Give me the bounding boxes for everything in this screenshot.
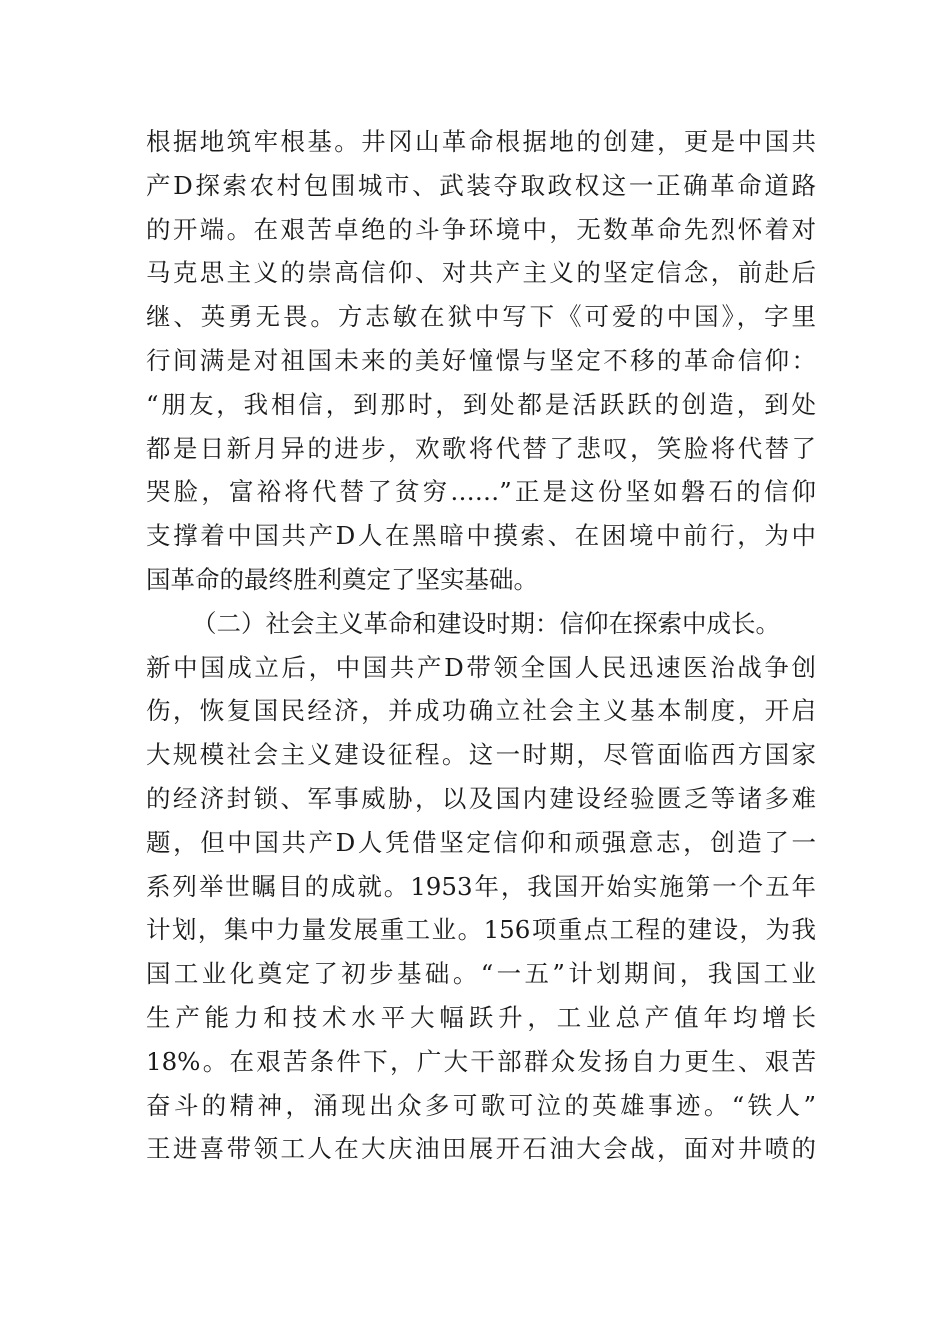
text-line: 国工业化奠定了初步基础。“一五”计划期间，我国工业 xyxy=(146,959,816,989)
text-line: 都是日新月异的进步，欢歌将代替了悲叹，笑脸将代替了 xyxy=(146,433,816,463)
text-line: 继、英勇无畏。方志敏在狱中写下《可爱的中国》，字里 xyxy=(146,302,816,332)
text-line: 伤，恢复国民经济，并成功确立社会主义基本制度，开启 xyxy=(146,696,816,726)
text-line: 新中国成立后，中国共产D带领全国人民迅速医治战争创 xyxy=(146,652,816,682)
paragraph-2 xyxy=(146,602,816,1171)
text-line: 的开端。在艰苦卓绝的斗争环境中，无数革命先烈怀着对 xyxy=(146,214,816,244)
body-text xyxy=(146,120,816,1171)
text-line: 王进喜带领工人在大庆油田展开石油大会战，面对井喷的 xyxy=(146,1134,816,1164)
text-line: 奋斗的精神，涌现出众多可歌可泣的英雄事迹。“铁人” xyxy=(146,1090,816,1120)
text-line: 行间满是对祖国未来的美好憧憬与坚定不移的革命信仰： xyxy=(146,345,816,375)
text-line: 计划，集中力量发展重工业。156项重点工程的建设，为我 xyxy=(146,915,816,945)
text-line: 国革命的最终胜利奠定了坚实基础。 xyxy=(146,564,538,594)
text-line: 题，但中国共产D人凭借坚定信仰和顽强意志，创造了一 xyxy=(146,827,816,857)
text-line: 生产能力和技术水平大幅跃升，工业总产值年均增长 xyxy=(146,1002,816,1032)
text-line: 根据地筑牢根基。井冈山革命根据地的创建，更是中国共 xyxy=(146,127,816,156)
text-line: 大规模社会主义建设征程。这一时期，尽管面临西方国家 xyxy=(146,740,816,770)
text-line: 马克思主义的崇高信仰、对共产主义的坚定信念，前赴后 xyxy=(146,258,816,288)
text-line: 产D探索农村包围城市、武装夺取政权这一正确革命道路 xyxy=(146,170,816,200)
paragraph-1 xyxy=(146,120,816,602)
text-line: 系列举世瞩目的成就。1953年，我国开始实施第一个五年 xyxy=(146,871,816,901)
text-line: “朋友，我相信，到那时，到处都是活跃跃的创造，到处 xyxy=(146,389,816,419)
section-heading-line: （二）社会主义革命和建设时期：信仰在探索中成长。 xyxy=(192,608,780,638)
text-line: 的经济封锁、军事威胁，以及国内建设经验匮乏等诸多难 xyxy=(146,783,816,813)
text-line: 哭脸，富裕将代替了贫穷……”正是这份坚如磐石的信仰 xyxy=(146,477,816,507)
text-line: 18%。在艰苦条件下，广大干部群众发扬自力更生、艰苦 xyxy=(146,1046,816,1076)
text-line: 支撑着中国共产D人在黑暗中摸索、在困境中前行，为中 xyxy=(146,521,816,551)
